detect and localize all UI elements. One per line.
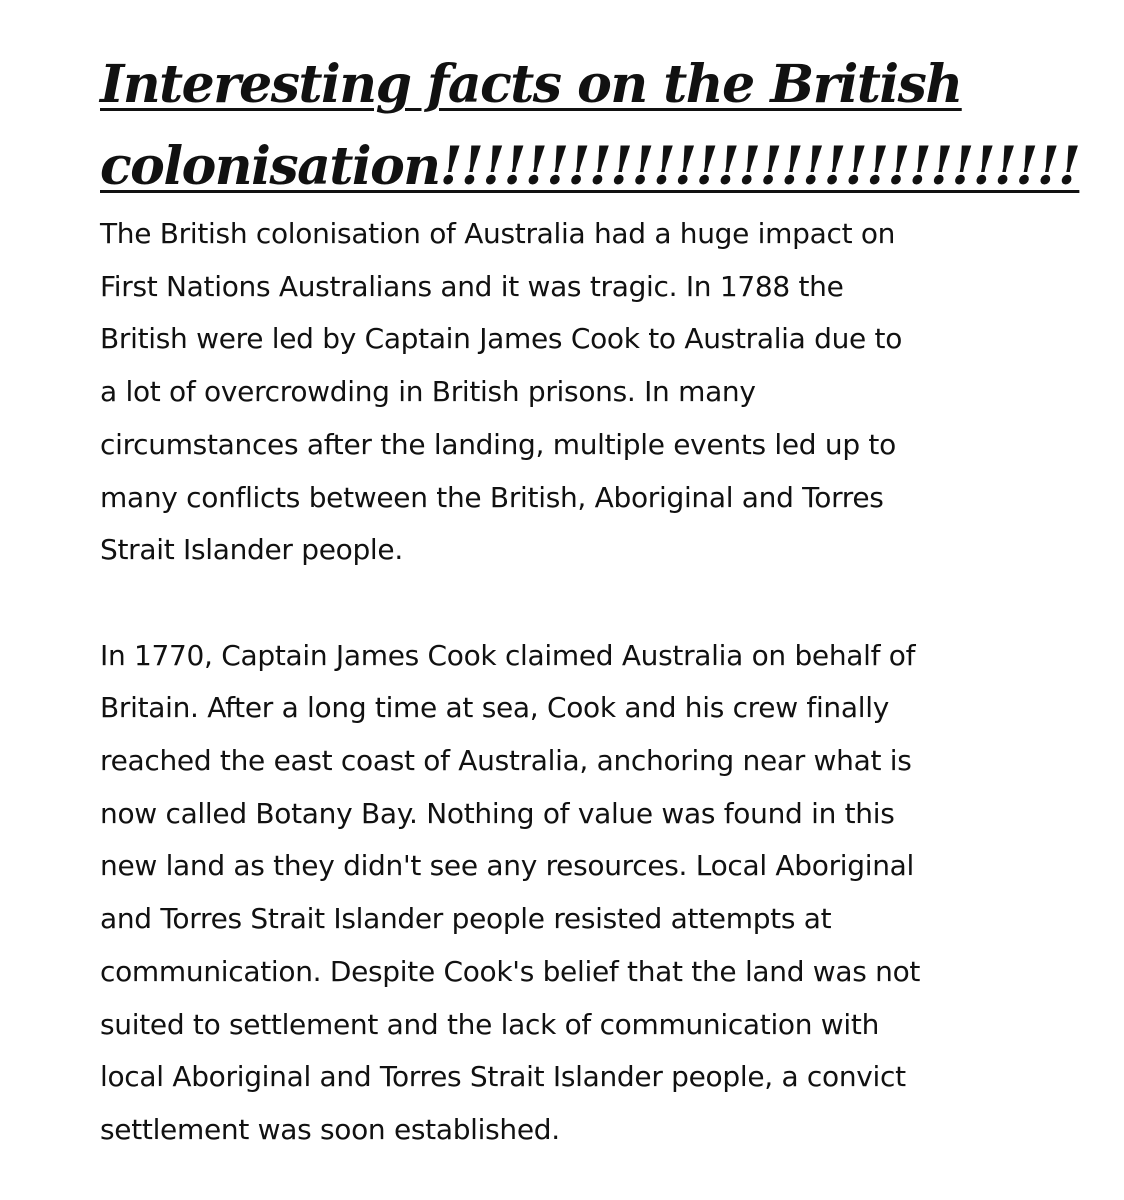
text-line: and Torres Strait Islander people resisted attempts at (100, 902, 832, 936)
paragraph-spacer (100, 577, 1030, 630)
text-line: circumstances after the landing, multiple events led up to (100, 427, 896, 461)
text-line: now called Botany Bay. Nothing of value was found in this (100, 796, 895, 830)
text-line: reached the east coast of Australia, anchoring near what is (100, 744, 912, 778)
paragraph-intro (100, 208, 1030, 577)
text-line: British were led by Captain James Cook to Australia due to (100, 322, 903, 356)
document-body (100, 208, 1030, 1157)
paragraph-cook-1770 (100, 630, 1030, 1157)
text-line: In 1770, Captain James Cook claimed Australia on behalf of (100, 638, 916, 672)
page-title (100, 44, 1080, 208)
title-line: colonisation!!!!!!!!!!!!!!!!!!!!!!!!!!!!!! (100, 136, 1080, 197)
text-line: many conflicts between the British, Aboriginal and Torres (100, 480, 884, 514)
text-line: a lot of overcrowding in British prisons. In many (100, 375, 756, 409)
text-line: First Nations Australians and it was tragic. In 1788 the (100, 269, 844, 303)
text-line: suited to settlement and the lack of communication with (100, 1007, 880, 1041)
text-line: communication. Despite Cook's belief that the land was not (100, 954, 921, 988)
text-line: local Aboriginal and Torres Strait Islander people, a convict (100, 1060, 906, 1094)
text-line: settlement was soon established. (100, 1112, 560, 1146)
text-line: The British colonisation of Australia had a huge impact on (100, 217, 896, 250)
text-line: Britain. After a long time at sea, Cook and his crew finally (100, 691, 889, 725)
text-line: new land as they didn't see any resources. Local Aboriginal (100, 849, 915, 883)
document-page (100, 44, 1080, 1157)
text-line: Strait Islander people. (100, 533, 403, 567)
title-line: Interesting facts on the British (100, 54, 962, 115)
